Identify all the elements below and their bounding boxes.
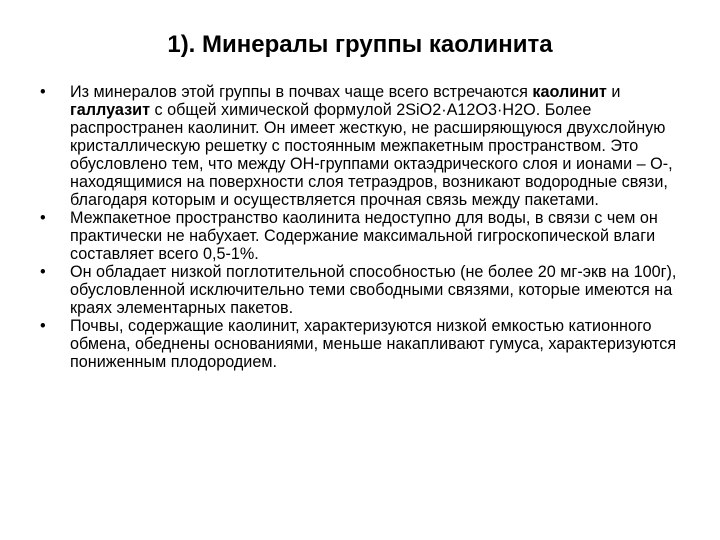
bullet-text: Межпакетное пространство каолинита недоступно для воды, в связи с чем он практически не набухает. Содержание максимальной гигроскопической влаги составляет всего 0,5-1%.: [70, 209, 658, 263]
bullet-item: [40, 263, 692, 317]
bullet-dot-icon: •: [40, 83, 46, 101]
bullet-list: [40, 83, 692, 371]
term-halloysite: галлуазит: [70, 101, 151, 119]
term-kaolinite: каолинит: [532, 83, 607, 101]
bullet-text: [70, 83, 673, 209]
bullet-dot-icon: •: [40, 209, 46, 227]
bullet-text-segment: и: [606, 83, 621, 101]
bullet-dot-icon: •: [40, 317, 46, 335]
bullet-text-segment: с общей химической формулой 2SiO2·A12O3·H2O. Более распространен каолинит. Он имеет жесткую, не расширяющуюся двухслойную кристаллическую решетку с постоянным межпакетным пространством. Это обусловлено тем, что между ОН-группами октаэдрического слоя и ионами – О-, находящимися на поверхности слоя тетраэдров, возникают водородные связи, благодаря которым и осуществляется прочная связь между пакетами.: [70, 101, 673, 209]
bullet-item: [40, 83, 692, 209]
bullet-text: Он обладает низкой поглотительной способностью (не более 20 мг-экв на 100г), обусловленной исключительно теми свободными связями, которые имеются на краях элементарных пакетов.: [70, 263, 677, 317]
bullet-dot-icon: •: [40, 263, 46, 281]
slide-title: 1). Минералы группы каолинита: [167, 31, 553, 58]
bullet-item: [40, 209, 692, 263]
bullet-item: [40, 317, 692, 371]
bullet-text-segment: Из минералов этой группы в почвах чаще всего встречаются: [70, 83, 533, 101]
bullet-text: Почвы, содержащие каолинит, характеризуются низкой емкостью катионного обмена, обеднены основаниями, меньше накапливают гумуса, характеризуются пониженным плодородием.: [70, 317, 677, 371]
